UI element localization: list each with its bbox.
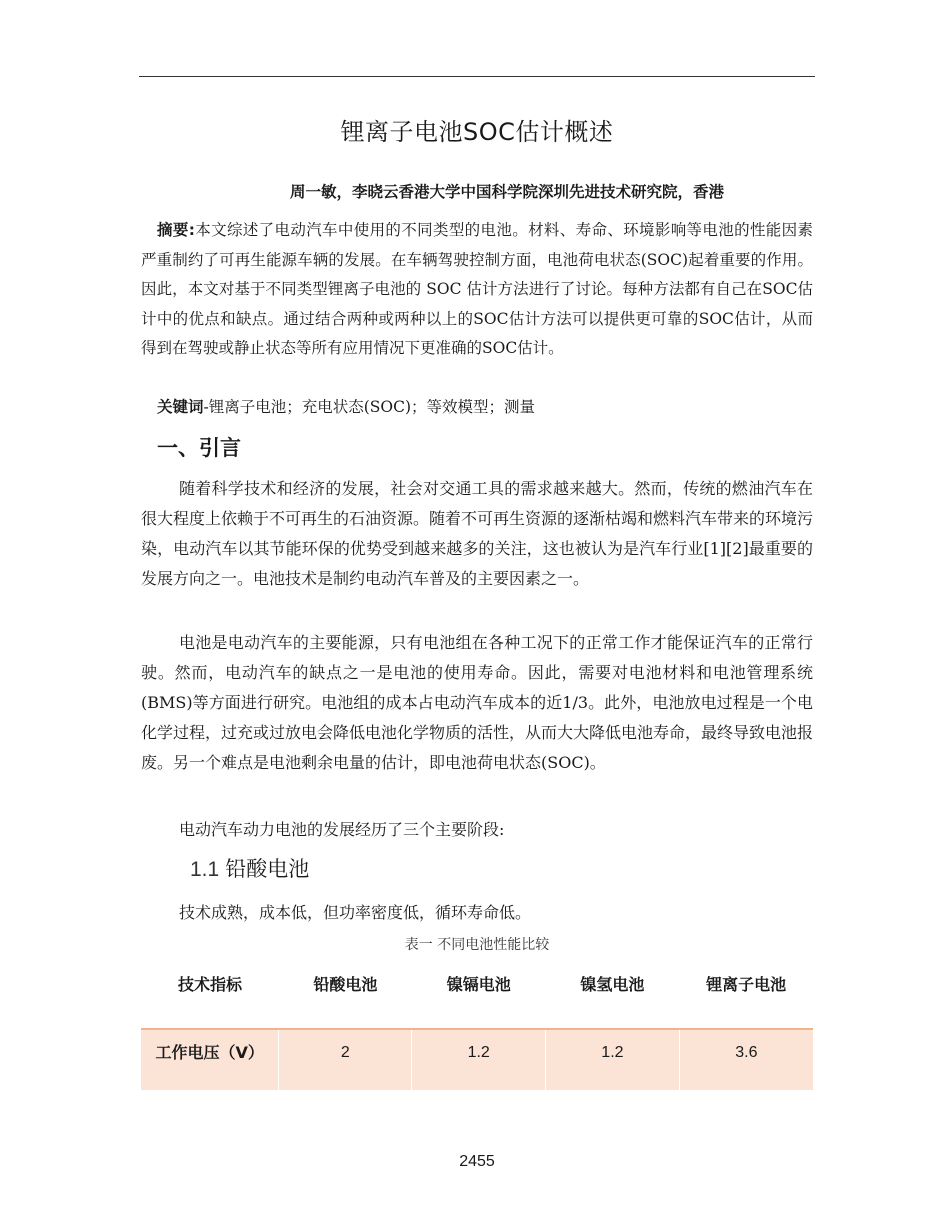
keywords-paragraph (141, 393, 813, 423)
table-header-cell: 锂离子电池 (679, 960, 813, 1029)
table-header-row (141, 960, 813, 1029)
table-cell: 3.6 (679, 1029, 813, 1090)
keywords-label: 关键词 (157, 398, 204, 416)
abstract-paragraph (141, 216, 813, 364)
keywords-text: -锂离子电池；充电状态(SOC)；等效模型；测量 (203, 398, 536, 416)
section-heading-introduction: 一、引言 (157, 436, 241, 460)
battery-comparison-table (141, 960, 813, 1090)
abstract-text: 本文综述了电动汽车中使用的不同类型的电池。材料、寿命、环境影响等电池的性能因素严重制约了可再生能源车辆的发展。在车辆驾驶控制方面，电池荷电状态(SOC)起着重要的作用。因此，本文对基于不同类型锂离子电池的 SOC 估计方法进行了讨论。每种方法都有自己在SOC估计中的优点和缺点。通过结合两种或两种以上的SOC估计方法可以提供更可靠的SOC估计，从而得到在驾驶或静止状态等所有应用情况下更准确的SOC估计。 (141, 221, 813, 357)
table-cell: 1.2 (412, 1029, 546, 1090)
table-header-cell: 镍氢电池 (546, 960, 680, 1029)
table-header-cell: 铅酸电池 (279, 960, 412, 1029)
subsection-number: 1.1 (190, 858, 220, 881)
subsection-heading (190, 853, 309, 883)
body-paragraph: 随着科学技术和经济的发展，社会对交通工具的需求越来越大。然而，传统的燃油汽车在很大程度上依赖于不可再生的石油资源。随着不可再生资源的逐渐枯竭和燃料汽车带来的环境污染，电动汽车以其节能环保的优势受到越来越多的关注，这也被认为是汽车行业[1][2]最重要的发展方向之一。电池技术是制约电动汽车普及的主要因素之一。 (141, 479, 814, 588)
table-row (141, 1029, 813, 1090)
table-cell: 1.2 (546, 1029, 680, 1090)
table-cell: 2 (279, 1029, 412, 1090)
subsection-paragraph: 技术成熟，成本低，但功率密度低，循环寿命低。 (179, 903, 532, 922)
author-line: 周一敏，李晓云香港大学中国科学院深圳先进技术研究院，香港 (289, 183, 724, 201)
paper-title: 锂离子电池SOC估计概述 (340, 118, 614, 146)
subsection-title: 铅酸电池 (225, 857, 310, 881)
abstract-label: 摘要: (157, 221, 195, 239)
body-paragraph: 电动汽车动力电池的发展经历了三个主要阶段: (179, 820, 505, 839)
table-header-cell: 技术指标 (141, 960, 279, 1029)
page-number: 2455 (459, 1153, 495, 1170)
table-caption: 表一 不同电池性能比较 (404, 937, 550, 953)
table-row-label: 工作电压（V） (141, 1029, 279, 1090)
header-rule (139, 76, 815, 77)
table-header-cell: 镍镉电池 (412, 960, 546, 1029)
body-paragraph: 电池是电动汽车的主要能源，只有电池组在各种工况下的正常工作才能保证汽车的正常行驶。然而，电动汽车的缺点之一是电池的使用寿命。因此，需要对电池材料和电池管理系统(BMS)等方面进行研究。电池组的成本占电动汽车成本的近1/3。此外，电池放电过程是一个电化学过程，过充或过放电会降低电池化学物质的活性，从而大大降低电池寿命，最终导致电池报废。另一个难点是电池剩余电量的估计，即电池荷电状态(SOC)。 (141, 633, 814, 772)
